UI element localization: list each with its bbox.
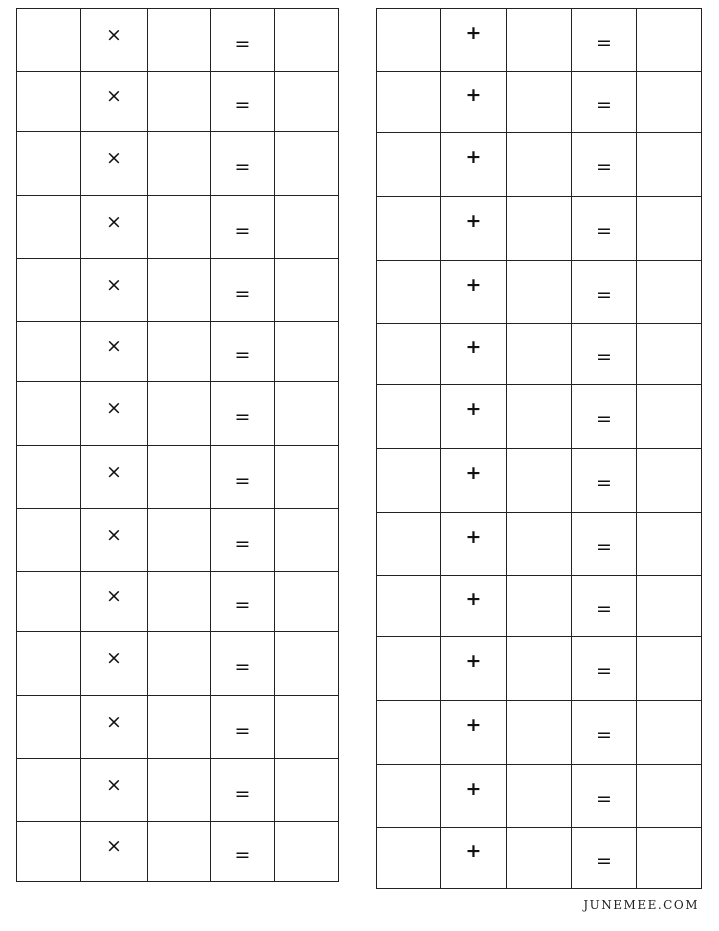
operand-a-box[interactable]: [17, 822, 81, 882]
operand-b-box[interactable]: [148, 259, 211, 322]
operand-b-box[interactable]: [507, 449, 572, 513]
operand-b-box[interactable]: [507, 576, 572, 637]
answer-box[interactable]: [275, 322, 339, 382]
operand-a-box[interactable]: [17, 259, 81, 322]
operator-sign: [81, 696, 148, 759]
operand-a-box[interactable]: [17, 322, 81, 382]
operand-b-box[interactable]: [148, 632, 211, 696]
operand-b-box[interactable]: [148, 382, 211, 446]
equals-sign-text: =: [596, 535, 612, 558]
equals-sign-text: =: [596, 472, 612, 494]
operator-sign-text: +: [465, 273, 482, 296]
equation-row: [377, 9, 702, 72]
equation-row: [17, 446, 339, 509]
equals-sign-text: =: [596, 156, 612, 178]
answer-box[interactable]: [275, 446, 339, 509]
multiplication-worksheet: [16, 8, 339, 882]
operator-sign: [441, 197, 507, 261]
equals-sign: [572, 197, 637, 261]
answer-box[interactable]: [275, 509, 339, 572]
operator-sign: [441, 449, 507, 513]
equation-row: [17, 196, 339, 259]
equals-sign: [211, 632, 275, 696]
answer-box[interactable]: [275, 759, 339, 822]
equals-sign: [211, 72, 275, 132]
operand-a-box[interactable]: [17, 72, 81, 132]
operand-b-box[interactable]: [507, 324, 572, 385]
operator-sign: [441, 324, 507, 385]
operator-sign-text: ×: [106, 585, 122, 607]
equals-sign: [572, 513, 637, 576]
equation-row: [377, 324, 702, 385]
operator-sign-text: ×: [106, 335, 122, 357]
equals-sign: [572, 385, 637, 449]
equation-row: [17, 822, 339, 882]
operator-sign: [81, 632, 148, 696]
operand-b-box[interactable]: [507, 513, 572, 576]
equals-sign-text: =: [596, 345, 612, 368]
operator-sign-text: +: [465, 777, 482, 800]
operand-a-box[interactable]: [17, 382, 81, 446]
operator-sign-text: +: [465, 525, 482, 548]
operand-a-box[interactable]: [377, 449, 441, 513]
equals-sign: [572, 449, 637, 513]
answer-box[interactable]: [637, 9, 702, 72]
answer-box[interactable]: [275, 382, 339, 446]
equation-row: [377, 637, 702, 701]
equals-sign: [211, 572, 275, 632]
operator-sign: [441, 133, 507, 197]
operand-b-box[interactable]: [507, 637, 572, 701]
operand-a-box[interactable]: [377, 133, 441, 197]
operator-sign: [81, 509, 148, 572]
operand-b-box[interactable]: [507, 197, 572, 261]
equals-sign-text: =: [234, 32, 251, 55]
operand-a-box[interactable]: [377, 576, 441, 637]
equals-sign-text: =: [234, 782, 251, 805]
operand-a-box[interactable]: [17, 696, 81, 759]
equals-sign: [211, 196, 275, 259]
operand-b-box[interactable]: [507, 72, 572, 133]
operator-sign: [441, 828, 507, 889]
answer-box[interactable]: [637, 72, 702, 133]
answer-box[interactable]: [275, 72, 339, 132]
operand-a-box[interactable]: [377, 513, 441, 576]
equals-sign: [572, 828, 637, 889]
equals-sign: [211, 822, 275, 882]
operand-b-box[interactable]: [148, 509, 211, 572]
operand-a-box[interactable]: [17, 632, 81, 696]
equals-sign: [572, 576, 637, 637]
operand-b-box[interactable]: [148, 9, 211, 72]
equals-sign-text: =: [596, 660, 612, 682]
equals-sign: [572, 133, 637, 197]
equation-row: [17, 696, 339, 759]
equals-sign-text: =: [234, 469, 251, 492]
equals-sign: [211, 9, 275, 72]
equals-sign-text: =: [596, 787, 612, 810]
operator-sign: [81, 382, 148, 446]
equals-sign-text: =: [234, 594, 251, 616]
equation-row: [377, 385, 702, 449]
operand-b-box[interactable]: [148, 696, 211, 759]
operand-b-box[interactable]: [148, 132, 211, 196]
equation-row: [377, 197, 702, 261]
equals-sign-text: =: [234, 532, 251, 555]
operator-sign-text: ×: [106, 460, 122, 483]
answer-box[interactable]: [637, 324, 702, 385]
operator-sign-text: ×: [106, 23, 122, 46]
operator-sign-text: ×: [106, 85, 122, 107]
equals-sign-text: =: [596, 93, 612, 116]
equals-sign: [572, 324, 637, 385]
equals-sign: [211, 259, 275, 322]
operator-sign-text: ×: [106, 210, 122, 233]
operator-sign: [81, 72, 148, 132]
equals-sign-text: =: [596, 31, 612, 54]
operand-b-box[interactable]: [148, 72, 211, 132]
equals-sign: [211, 696, 275, 759]
operator-sign: [441, 261, 507, 324]
equals-sign-text: =: [234, 344, 251, 366]
answer-box[interactable]: [637, 261, 702, 324]
equals-sign: [572, 701, 637, 765]
operator-sign: [81, 132, 148, 196]
operand-b-box[interactable]: [148, 759, 211, 822]
equation-row: [377, 576, 702, 637]
answer-box[interactable]: [275, 822, 339, 882]
equation-row: [377, 701, 702, 765]
operand-b-box[interactable]: [507, 701, 572, 765]
operator-sign-text: ×: [106, 835, 122, 857]
equals-sign-text: =: [234, 219, 251, 242]
operator-sign: [441, 576, 507, 637]
operator-sign-text: ×: [106, 147, 122, 169]
answer-box[interactable]: [637, 513, 702, 576]
equals-sign-text: =: [234, 94, 251, 116]
equation-row: [17, 9, 339, 72]
equals-sign-text: =: [596, 849, 612, 872]
answer-box[interactable]: [275, 132, 339, 196]
operand-a-box[interactable]: [377, 197, 441, 261]
operator-sign: [81, 259, 148, 322]
equation-row: [377, 765, 702, 828]
equals-sign-text: =: [234, 719, 251, 742]
operand-a-box[interactable]: [377, 261, 441, 324]
operand-a-box[interactable]: [377, 701, 441, 765]
operator-sign: [81, 759, 148, 822]
operator-sign-text: +: [465, 587, 482, 610]
equals-sign-text: =: [234, 156, 251, 178]
equals-sign-text: =: [234, 844, 251, 866]
operand-b-box[interactable]: [148, 196, 211, 259]
equation-row: [377, 72, 702, 133]
operator-sign: [81, 446, 148, 509]
equals-sign-text: =: [596, 283, 612, 306]
operator-sign-text: ×: [106, 647, 122, 669]
equation-row: [377, 828, 702, 889]
equation-row: [377, 513, 702, 576]
answer-box[interactable]: [275, 196, 339, 259]
answer-box[interactable]: [637, 765, 702, 828]
equals-sign-text: =: [596, 408, 612, 430]
equals-sign: [211, 446, 275, 509]
operand-a-box[interactable]: [17, 132, 81, 196]
operand-a-box[interactable]: [17, 9, 81, 72]
operand-a-box[interactable]: [377, 385, 441, 449]
equals-sign: [572, 765, 637, 828]
operator-sign: [441, 72, 507, 133]
operator-sign-text: +: [465, 21, 482, 44]
equals-sign-text: =: [596, 724, 612, 746]
operator-sign: [81, 9, 148, 72]
operand-b-box[interactable]: [148, 822, 211, 882]
equals-sign-text: =: [596, 220, 612, 242]
operator-sign: [441, 513, 507, 576]
operand-b-box[interactable]: [148, 446, 211, 509]
equation-row: [17, 259, 339, 322]
operator-sign: [81, 572, 148, 632]
operator-sign-text: +: [465, 398, 482, 420]
equals-sign: [572, 72, 637, 133]
equation-row: [17, 509, 339, 572]
operand-a-box[interactable]: [377, 9, 441, 72]
operator-sign-text: +: [465, 839, 482, 862]
equals-sign: [211, 322, 275, 382]
equation-row: [17, 572, 339, 632]
operand-b-box[interactable]: [507, 385, 572, 449]
operand-a-box[interactable]: [377, 765, 441, 828]
answer-box[interactable]: [637, 701, 702, 765]
equation-row: [17, 322, 339, 382]
brand-footer: JUNEMEE.COM: [583, 898, 699, 912]
equals-sign-text: =: [234, 656, 251, 678]
answer-box[interactable]: [275, 572, 339, 632]
operand-a-box[interactable]: [377, 637, 441, 701]
operand-b-box[interactable]: [507, 9, 572, 72]
equals-sign: [211, 509, 275, 572]
answer-box[interactable]: [637, 828, 702, 889]
operand-a-box[interactable]: [17, 759, 81, 822]
equation-row: [377, 449, 702, 513]
equals-sign-text: =: [234, 282, 251, 305]
equals-sign: [572, 9, 637, 72]
answer-box[interactable]: [275, 259, 339, 322]
operator-sign: [81, 822, 148, 882]
equals-sign: [211, 382, 275, 446]
operator-sign: [441, 9, 507, 72]
operator-sign-text: +: [465, 714, 482, 736]
operand-a-box[interactable]: [377, 324, 441, 385]
operand-b-box[interactable]: [507, 765, 572, 828]
operator-sign: [441, 701, 507, 765]
operand-b-box[interactable]: [507, 261, 572, 324]
operand-b-box[interactable]: [148, 322, 211, 382]
answer-box[interactable]: [637, 385, 702, 449]
operand-a-box[interactable]: [17, 572, 81, 632]
operator-sign-text: ×: [106, 523, 122, 546]
operator-sign-text: +: [465, 462, 482, 484]
operand-a-box[interactable]: [377, 72, 441, 133]
operand-a-box[interactable]: [377, 828, 441, 889]
answer-box[interactable]: [275, 696, 339, 759]
equals-sign-text: =: [596, 597, 612, 620]
equals-sign-text: =: [234, 406, 251, 428]
equation-row: [377, 261, 702, 324]
operand-a-box[interactable]: [17, 509, 81, 572]
operator-sign-text: +: [465, 210, 482, 232]
operand-b-box[interactable]: [507, 828, 572, 889]
equation-row: [17, 382, 339, 446]
answer-box[interactable]: [275, 9, 339, 72]
answer-box[interactable]: [637, 576, 702, 637]
operator-sign-text: +: [465, 650, 482, 672]
equation-row: [17, 632, 339, 696]
operator-sign-text: +: [465, 335, 482, 358]
answer-box[interactable]: [637, 133, 702, 197]
equation-row: [17, 72, 339, 132]
operator-sign-text: ×: [106, 397, 122, 419]
operand-a-box[interactable]: [17, 446, 81, 509]
operator-sign: [81, 196, 148, 259]
addition-worksheet: [376, 8, 702, 889]
operator-sign-text: ×: [106, 710, 122, 733]
operator-sign: [441, 385, 507, 449]
operator-sign: [441, 637, 507, 701]
answer-box[interactable]: [275, 632, 339, 696]
equals-sign: [211, 132, 275, 196]
equation-row: [377, 133, 702, 197]
equals-sign: [572, 637, 637, 701]
operator-sign-text: ×: [106, 273, 122, 296]
operand-b-box[interactable]: [507, 133, 572, 197]
answer-box[interactable]: [637, 449, 702, 513]
answer-box[interactable]: [637, 637, 702, 701]
operator-sign-text: ×: [106, 773, 122, 796]
answer-box[interactable]: [637, 197, 702, 261]
equation-row: [17, 132, 339, 196]
equals-sign: [572, 261, 637, 324]
equals-sign: [211, 759, 275, 822]
operand-b-box[interactable]: [148, 572, 211, 632]
operator-sign: [81, 322, 148, 382]
operand-a-box[interactable]: [17, 196, 81, 259]
operator-sign-text: +: [465, 83, 482, 106]
operator-sign-text: +: [465, 146, 482, 168]
operator-sign: [441, 765, 507, 828]
equation-row: [17, 759, 339, 822]
